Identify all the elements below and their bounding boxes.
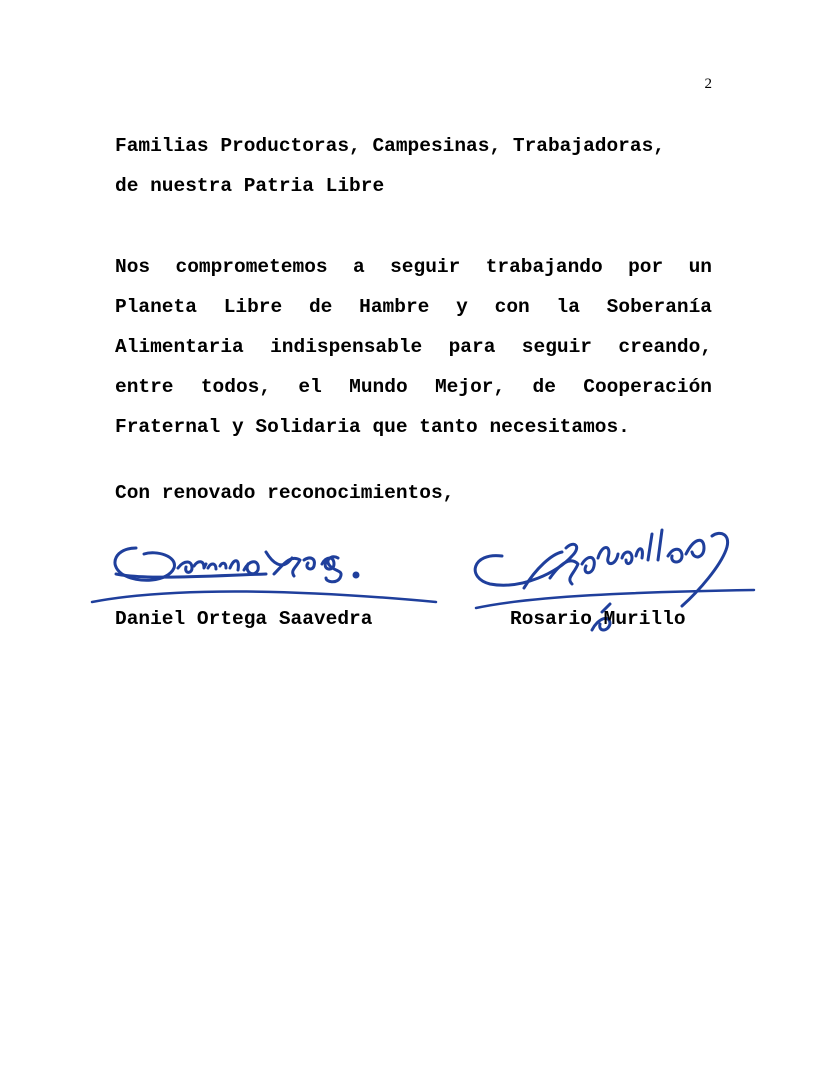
signer-name-1: Daniel Ortega Saavedra (115, 608, 373, 630)
salutation-line-2: de nuestra Patria Libre (115, 175, 385, 197)
page-number: 2 (704, 76, 712, 92)
signer-name-2: Rosario Murillo (510, 608, 686, 630)
closing-line: Con renovado reconocimientos, (115, 482, 455, 504)
signature-daniel-ortega (86, 530, 446, 612)
body-paragraph: Nos comprometemos a seguir trabajando por un Planeta Libre de Hambre y con la Soberanía Alimentaria indispensable para seguir creando, entre todos, el Mundo Mejor, de Cooperación Fraternal y Solidaria que tanto necesitamos. (115, 256, 712, 438)
salutation-line-1: Familias Productoras, Campesinas, Trabajadoras, (115, 135, 665, 157)
salutation (115, 126, 712, 206)
